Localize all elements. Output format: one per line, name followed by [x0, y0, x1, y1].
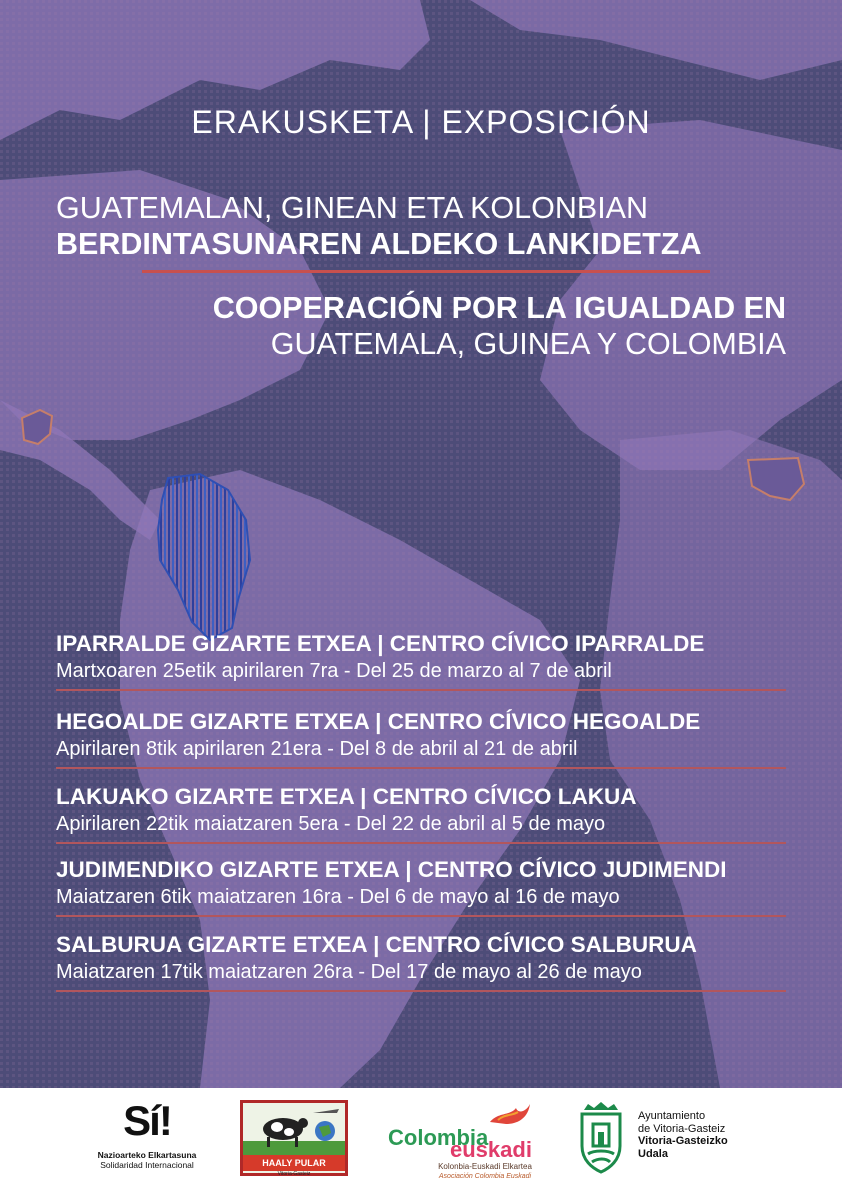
spanish-title-line2: GUATEMALA, GUINEA Y COLOMBIA — [270, 327, 786, 361]
ayto-line4: Udala — [638, 1147, 668, 1160]
venue-dates: Martxoaren 25etik apirilaren 7ra - Del 25 de marzo al 7 de abril — [56, 660, 612, 682]
venue-divider — [56, 915, 786, 917]
si-solidaridad-logo — [92, 1097, 202, 1170]
basque-title-line2: BERDINTASUNAREN ALDEKO LANKIDETZA — [56, 227, 702, 261]
colombia-word: Colombia — [388, 1125, 489, 1150]
vitoria-gasteiz-logo — [578, 1100, 758, 1184]
venue-name: SALBURUA GIZARTE ETXEA | CENTRO CÍVICO SALBURUA — [56, 932, 697, 957]
city-coat-of-arms-icon — [578, 1102, 624, 1174]
venue-divider — [56, 689, 786, 691]
venue-name: IPARRALDE GIZARTE ETXEA | CENTRO CÍVICO IPARRALDE — [56, 631, 705, 656]
basque-title — [56, 190, 786, 262]
sponsors-footer — [0, 1088, 842, 1191]
venue-item — [56, 856, 786, 917]
venue-item — [56, 708, 786, 769]
cow-icon — [243, 1103, 345, 1155]
venue-item — [56, 630, 786, 691]
ayto-line2: de Vitoria-Gasteiz — [638, 1122, 726, 1135]
exhibition-label: ERAKUSKETA | EXPOSICIÓN — [191, 104, 651, 140]
venue-name: LAKUAKO GIZARTE ETXEA | CENTRO CÍVICO LAKUA — [56, 784, 637, 809]
spanish-title-line1: COOPERACIÓN POR LA IGUALDAD EN — [212, 291, 786, 325]
euskadi-word: euskadi — [450, 1137, 532, 1162]
ayto-line3: Vitoria-Gasteizko — [638, 1135, 728, 1147]
dove-icon — [488, 1102, 532, 1128]
basque-title-line1: GUATEMALAN, GINEAN ETA KOLONBIAN — [56, 191, 649, 225]
ayto-line1: Ayuntamiento — [638, 1110, 706, 1122]
si-mark: Sí! — [123, 1097, 171, 1144]
haaly-pular-logo — [240, 1100, 348, 1176]
haaly-pular-label: HAALY PULAR — [243, 1155, 345, 1171]
venue-item — [56, 931, 786, 992]
ce-line2: Asociación Colombia Euskadi — [438, 1173, 532, 1180]
venue-dates: Maiatzaren 6tik maiatzaren 16ra - Del 6 de mayo al 16 de mayo — [56, 886, 620, 908]
venue-divider — [56, 842, 786, 844]
venue-name: JUDIMENDIKO GIZARTE ETXEA | CENTRO CÍVICO JUDIMENDI — [56, 857, 727, 882]
venue-item — [56, 783, 786, 844]
vitoria-gasteiz-text — [638, 1110, 728, 1160]
venue-dates: Apirilaren 8tik apirilaren 21era - Del 8 de abril al 21 de abril — [56, 738, 578, 760]
haaly-pular-sub: Vitoria-Gasteiz — [277, 1171, 311, 1177]
venue-dates: Maiatzaren 17tik maiatzaren 26ra - Del 17 de mayo al 26 de mayo — [56, 961, 642, 983]
si-line2: Solidaridad Internacional — [100, 1160, 194, 1170]
title-divider — [142, 270, 710, 273]
venue-dates: Apirilaren 22tik maiatzaren 5era - Del 22 de abril al 5 de mayo — [56, 813, 606, 835]
venue-divider — [56, 990, 786, 992]
ce-line1: Kolonbia-Euskadi Elkartea — [438, 1162, 532, 1171]
spanish-title — [56, 290, 786, 362]
venue-divider — [56, 767, 786, 769]
si-line1: Nazioarteko Elkartasuna — [97, 1150, 197, 1160]
venue-name: HEGOALDE GIZARTE ETXEA | CENTRO CÍVICO HEGOALDE — [56, 709, 701, 734]
